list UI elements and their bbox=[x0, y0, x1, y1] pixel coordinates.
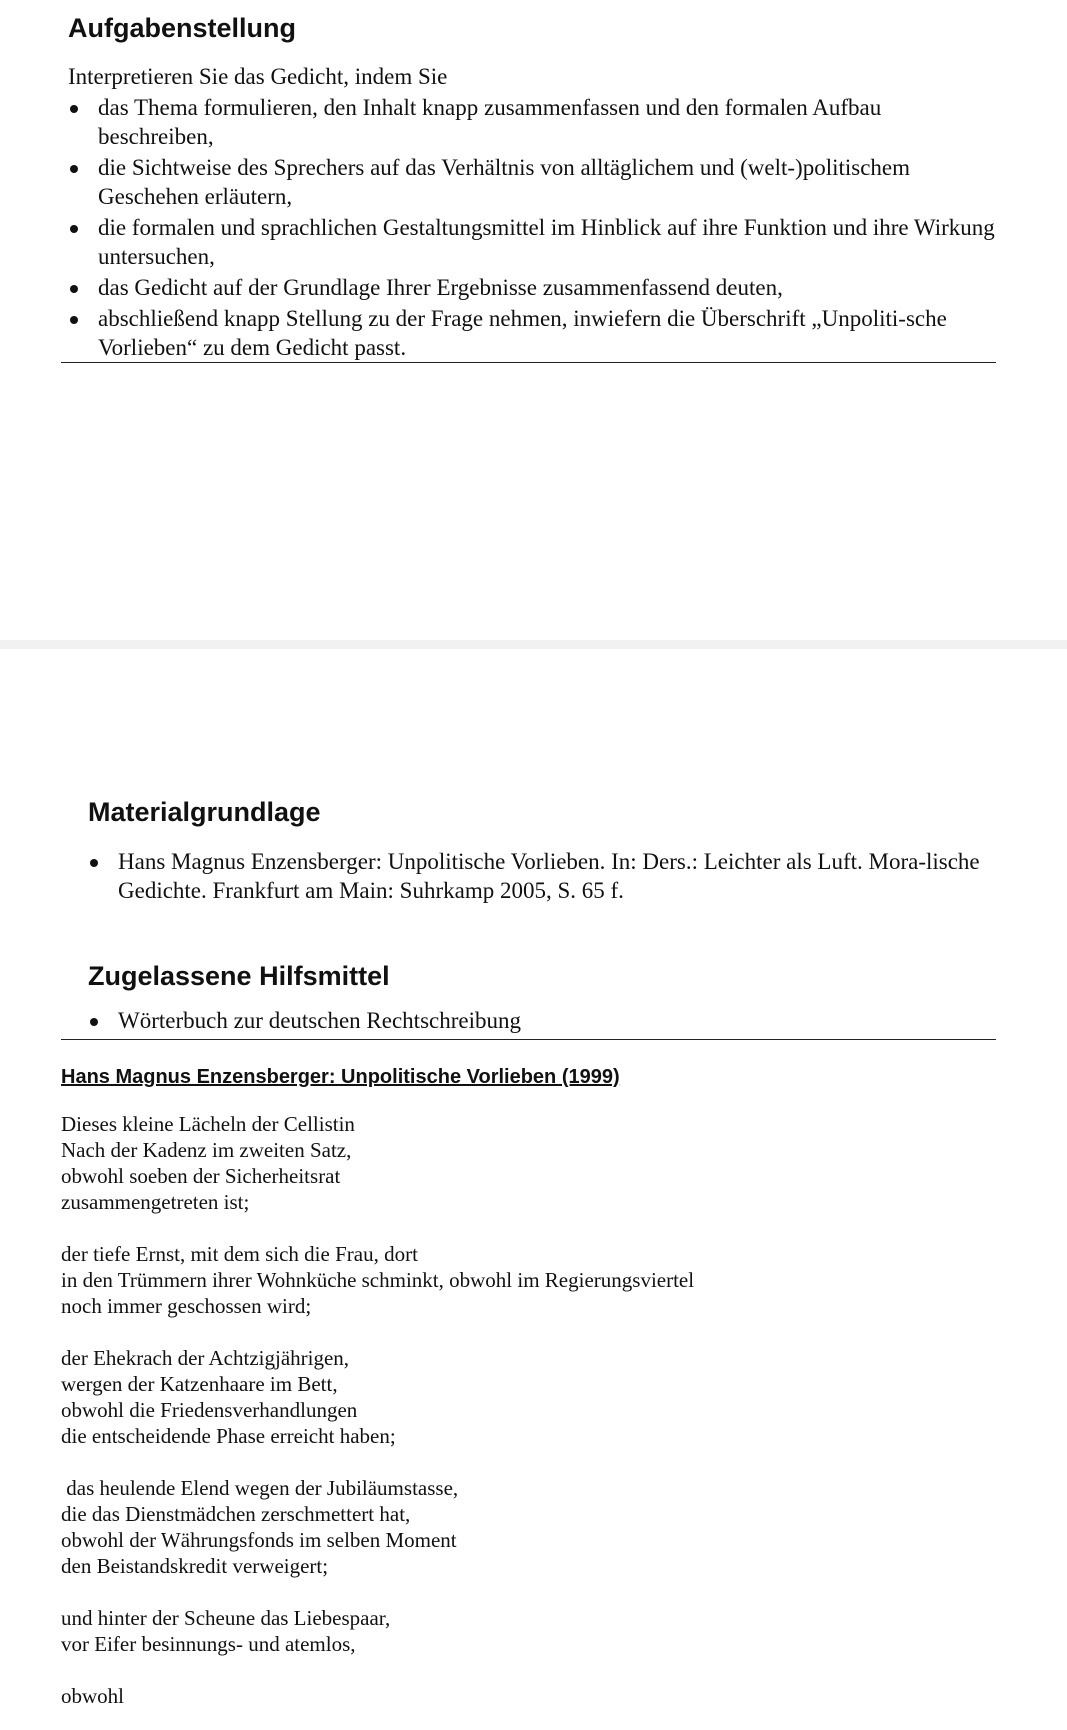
page-material bbox=[0, 649, 1067, 1730]
poem-line: die entscheidende Phase erreicht haben; bbox=[61, 1424, 396, 1448]
list-item: Hans Magnus Enzensberger: Unpolitische Vorlieben. In: Ders.: Leichter als Luft. Mora-lische Gedichte. Frankfurt am Main: Suhrkamp 2005, S. 65 f. bbox=[88, 847, 998, 905]
poem-line: obwohl soeben der Sicherheitsrat bbox=[61, 1164, 341, 1188]
page-separator bbox=[0, 640, 1067, 649]
poem-line: wergen der Katzenhaare im Bett, bbox=[61, 1372, 338, 1396]
poem-line: zusammengetreten ist; bbox=[61, 1190, 250, 1214]
divider bbox=[61, 1039, 996, 1040]
task-list bbox=[68, 93, 998, 364]
poem-line: vor Eifer besinnungs- und atemlos, bbox=[61, 1632, 356, 1656]
list-item: die formalen und sprachlichen Gestaltungsmittel im Hinblick auf ihre Funktion und ihre Wirkung untersuchen, bbox=[68, 213, 998, 271]
material-list bbox=[88, 847, 998, 907]
list-item: das Thema formulieren, den Inhalt knapp zusammenfassen und den formalen Aufbau beschreiben, bbox=[68, 93, 998, 151]
stanza bbox=[61, 1345, 396, 1449]
stanza bbox=[61, 1475, 458, 1579]
page-task bbox=[0, 0, 1067, 640]
poem-line: obwohl bbox=[61, 1684, 124, 1708]
poem-line: das heulende Elend wegen der Jubiläumstasse, bbox=[61, 1476, 459, 1500]
poem-line: und hinter der Scheune das Liebespaar, bbox=[61, 1606, 391, 1630]
stanza bbox=[61, 1605, 390, 1657]
material-heading: Materialgrundlage bbox=[88, 797, 321, 827]
poem-line: den Beistandskredit verweigert; bbox=[61, 1554, 329, 1578]
poem-line: Dieses kleine Lächeln der Cellistin bbox=[61, 1112, 355, 1136]
list-item: das Gedicht auf der Grundlage Ihrer Ergebnisse zusammenfassend deuten, bbox=[68, 273, 998, 302]
task-intro: Interpretieren Sie das Gedicht, indem Sie bbox=[68, 64, 448, 89]
stanza bbox=[61, 1241, 694, 1319]
poem-line: Nach der Kadenz im zweiten Satz, bbox=[61, 1138, 352, 1162]
poem-line: der Ehekrach der Achtzigjährigen, bbox=[61, 1346, 350, 1370]
poem-line: obwohl die Friedensverhandlungen bbox=[61, 1398, 358, 1422]
list-item: die Sichtweise des Sprechers auf das Verhältnis von alltäglichem und (welt-)politischem Geschehen erläutern, bbox=[68, 153, 998, 211]
divider bbox=[61, 362, 996, 363]
list-item: Wörterbuch zur deutschen Rechtschreibung bbox=[88, 1006, 998, 1035]
stanza bbox=[61, 1111, 355, 1215]
poem-line: der tiefe Ernst, mit dem sich die Frau, dort bbox=[61, 1242, 418, 1266]
task-heading: Aufgabenstellung bbox=[68, 13, 296, 43]
aids-list bbox=[88, 1006, 998, 1037]
poem-line: in den Trümmern ihrer Wohnküche schminkt, obwohl im Regierungsviertel bbox=[61, 1268, 695, 1292]
list-item: abschließend knapp Stellung zu der Frage nehmen, inwiefern die Überschrift „Unpoliti-sche Vorlieben“ zu dem Gedicht passt. bbox=[68, 304, 998, 362]
poem-line: noch immer geschossen wird; bbox=[61, 1294, 312, 1318]
poem-title: Hans Magnus Enzensberger: Unpolitische Vorlieben (1999) bbox=[61, 1066, 620, 1088]
poem-line: die das Dienstmädchen zerschmettert hat, bbox=[61, 1502, 411, 1526]
stanza bbox=[61, 1683, 124, 1709]
poem-line: obwohl der Währungsfonds im selben Moment bbox=[61, 1528, 457, 1552]
aids-heading: Zugelassene Hilfsmittel bbox=[88, 961, 390, 991]
